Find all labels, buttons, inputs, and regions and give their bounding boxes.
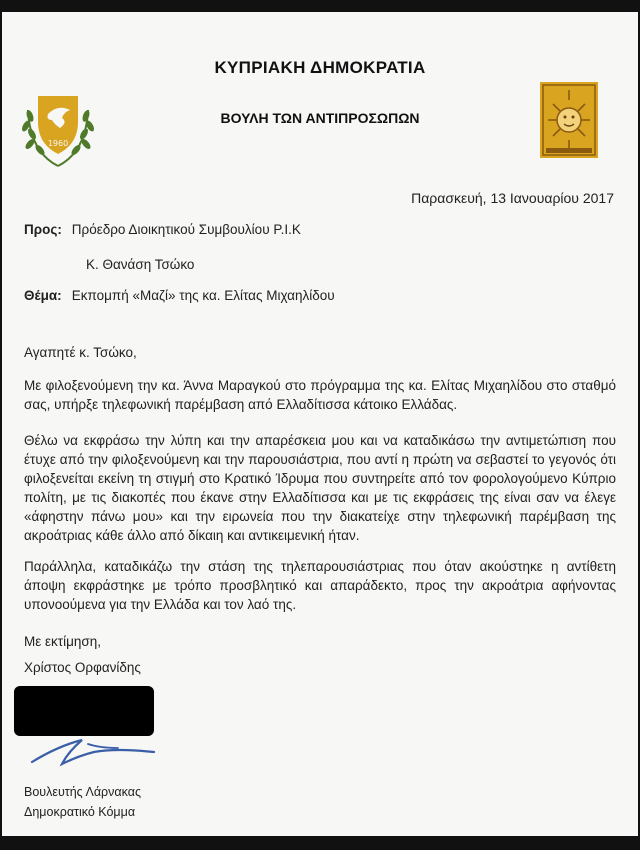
cyprus-coat-of-arms-icon bbox=[18, 82, 98, 172]
greeting: Αγαπητέ κ. Τσώκο, bbox=[24, 345, 137, 360]
paragraph-2: Θέλω να εκφράσω την λύπη και την απαρέσκεια μου και να καταδικάσω την αντιμετώπιση που έτυχε από την φιλοξενούμενη και την παρουσιάστρια, που αντί η πρώτη να σεβαστεί το γεγονός ότι φιλοξενείται εκείνη τη στιγμή στο Κρατικό Ίδρυμα που συντηρείτε από τον φορολογούμενο Κύπριο πολίτη, με τις διακοπές που έκανε στην Ελλαδίτισσα και με τις εκφράσεις της είναι σαν να έλεγε «άφηστην πάνω μου» και την ειρωνεία που την διακατείχε στην τηλεφωνική παρέμβαση της ακροάτριας κάθε άλλο από δίκαιη και αντικειμενική ήταν. bbox=[24, 433, 616, 543]
paragraph-1: Με φιλοξενούμενη την κα. Άννα Μαραγκού στο πρόγραμμα της κα. Ελίτας Μιχαηλίδου στο σταθμό σας, υπήρξε τηλεφωνική παρέμβαση από Ελλαδίτισσα κάτοικο Ελλάδας. bbox=[24, 378, 616, 412]
recipient-label: Προς: bbox=[24, 222, 62, 237]
parliament-sun-emblem-icon bbox=[540, 82, 598, 158]
page-subtitle: ΒΟΥΛΗ ΤΩΝ ΑΝΤΙΠΡΟΣΩΠΩΝ bbox=[220, 110, 420, 126]
letter-date: Παρασκευή, 13 Ιανουαρίου 2017 bbox=[411, 190, 614, 206]
subject-line bbox=[24, 288, 335, 303]
recipient-name: Κ. Θανάση Τσώκο bbox=[86, 257, 195, 272]
subject-value: Εκπομπή «Μαζί» της κα. Ελίτας Μιχαηλίδου bbox=[71, 288, 335, 303]
letter-page bbox=[2, 12, 638, 836]
subject-label: Θέμα: bbox=[24, 288, 62, 303]
recipient-value: Πρόεδρο Διοικητικού Συμβουλίου Ρ.Ι.Κ bbox=[71, 222, 301, 237]
signer-role: Βουλευτής Λάρνακας bbox=[24, 785, 141, 799]
signer-name: Χρίστος Ορφανίδης bbox=[24, 660, 141, 675]
recipient-line bbox=[24, 222, 301, 237]
svg-text:1960: 1960 bbox=[47, 139, 69, 148]
signer-party: Δημοκρατικό Κόμμα bbox=[24, 805, 136, 819]
page-title: ΚΥΠΡΙΑΚΗ ΔΗΜΟΚΡΑΤΙΑ bbox=[214, 58, 426, 77]
handwritten-signature bbox=[28, 726, 158, 771]
paragraph-3: Παράλληλα, καταδικάζω την στάση της τηλεπαρουσιάστριας που όταν ακούστηκε η αντίθετη άποψη εκφράστηκε με τρόπο προσβλητικό και απαράδεκτο, προς την ακροάτρια αφήνοντας υπονοούμενα για την Ελλάδα και τον λαό της. bbox=[24, 559, 616, 612]
closing: Με εκτίμηση, bbox=[24, 634, 101, 649]
